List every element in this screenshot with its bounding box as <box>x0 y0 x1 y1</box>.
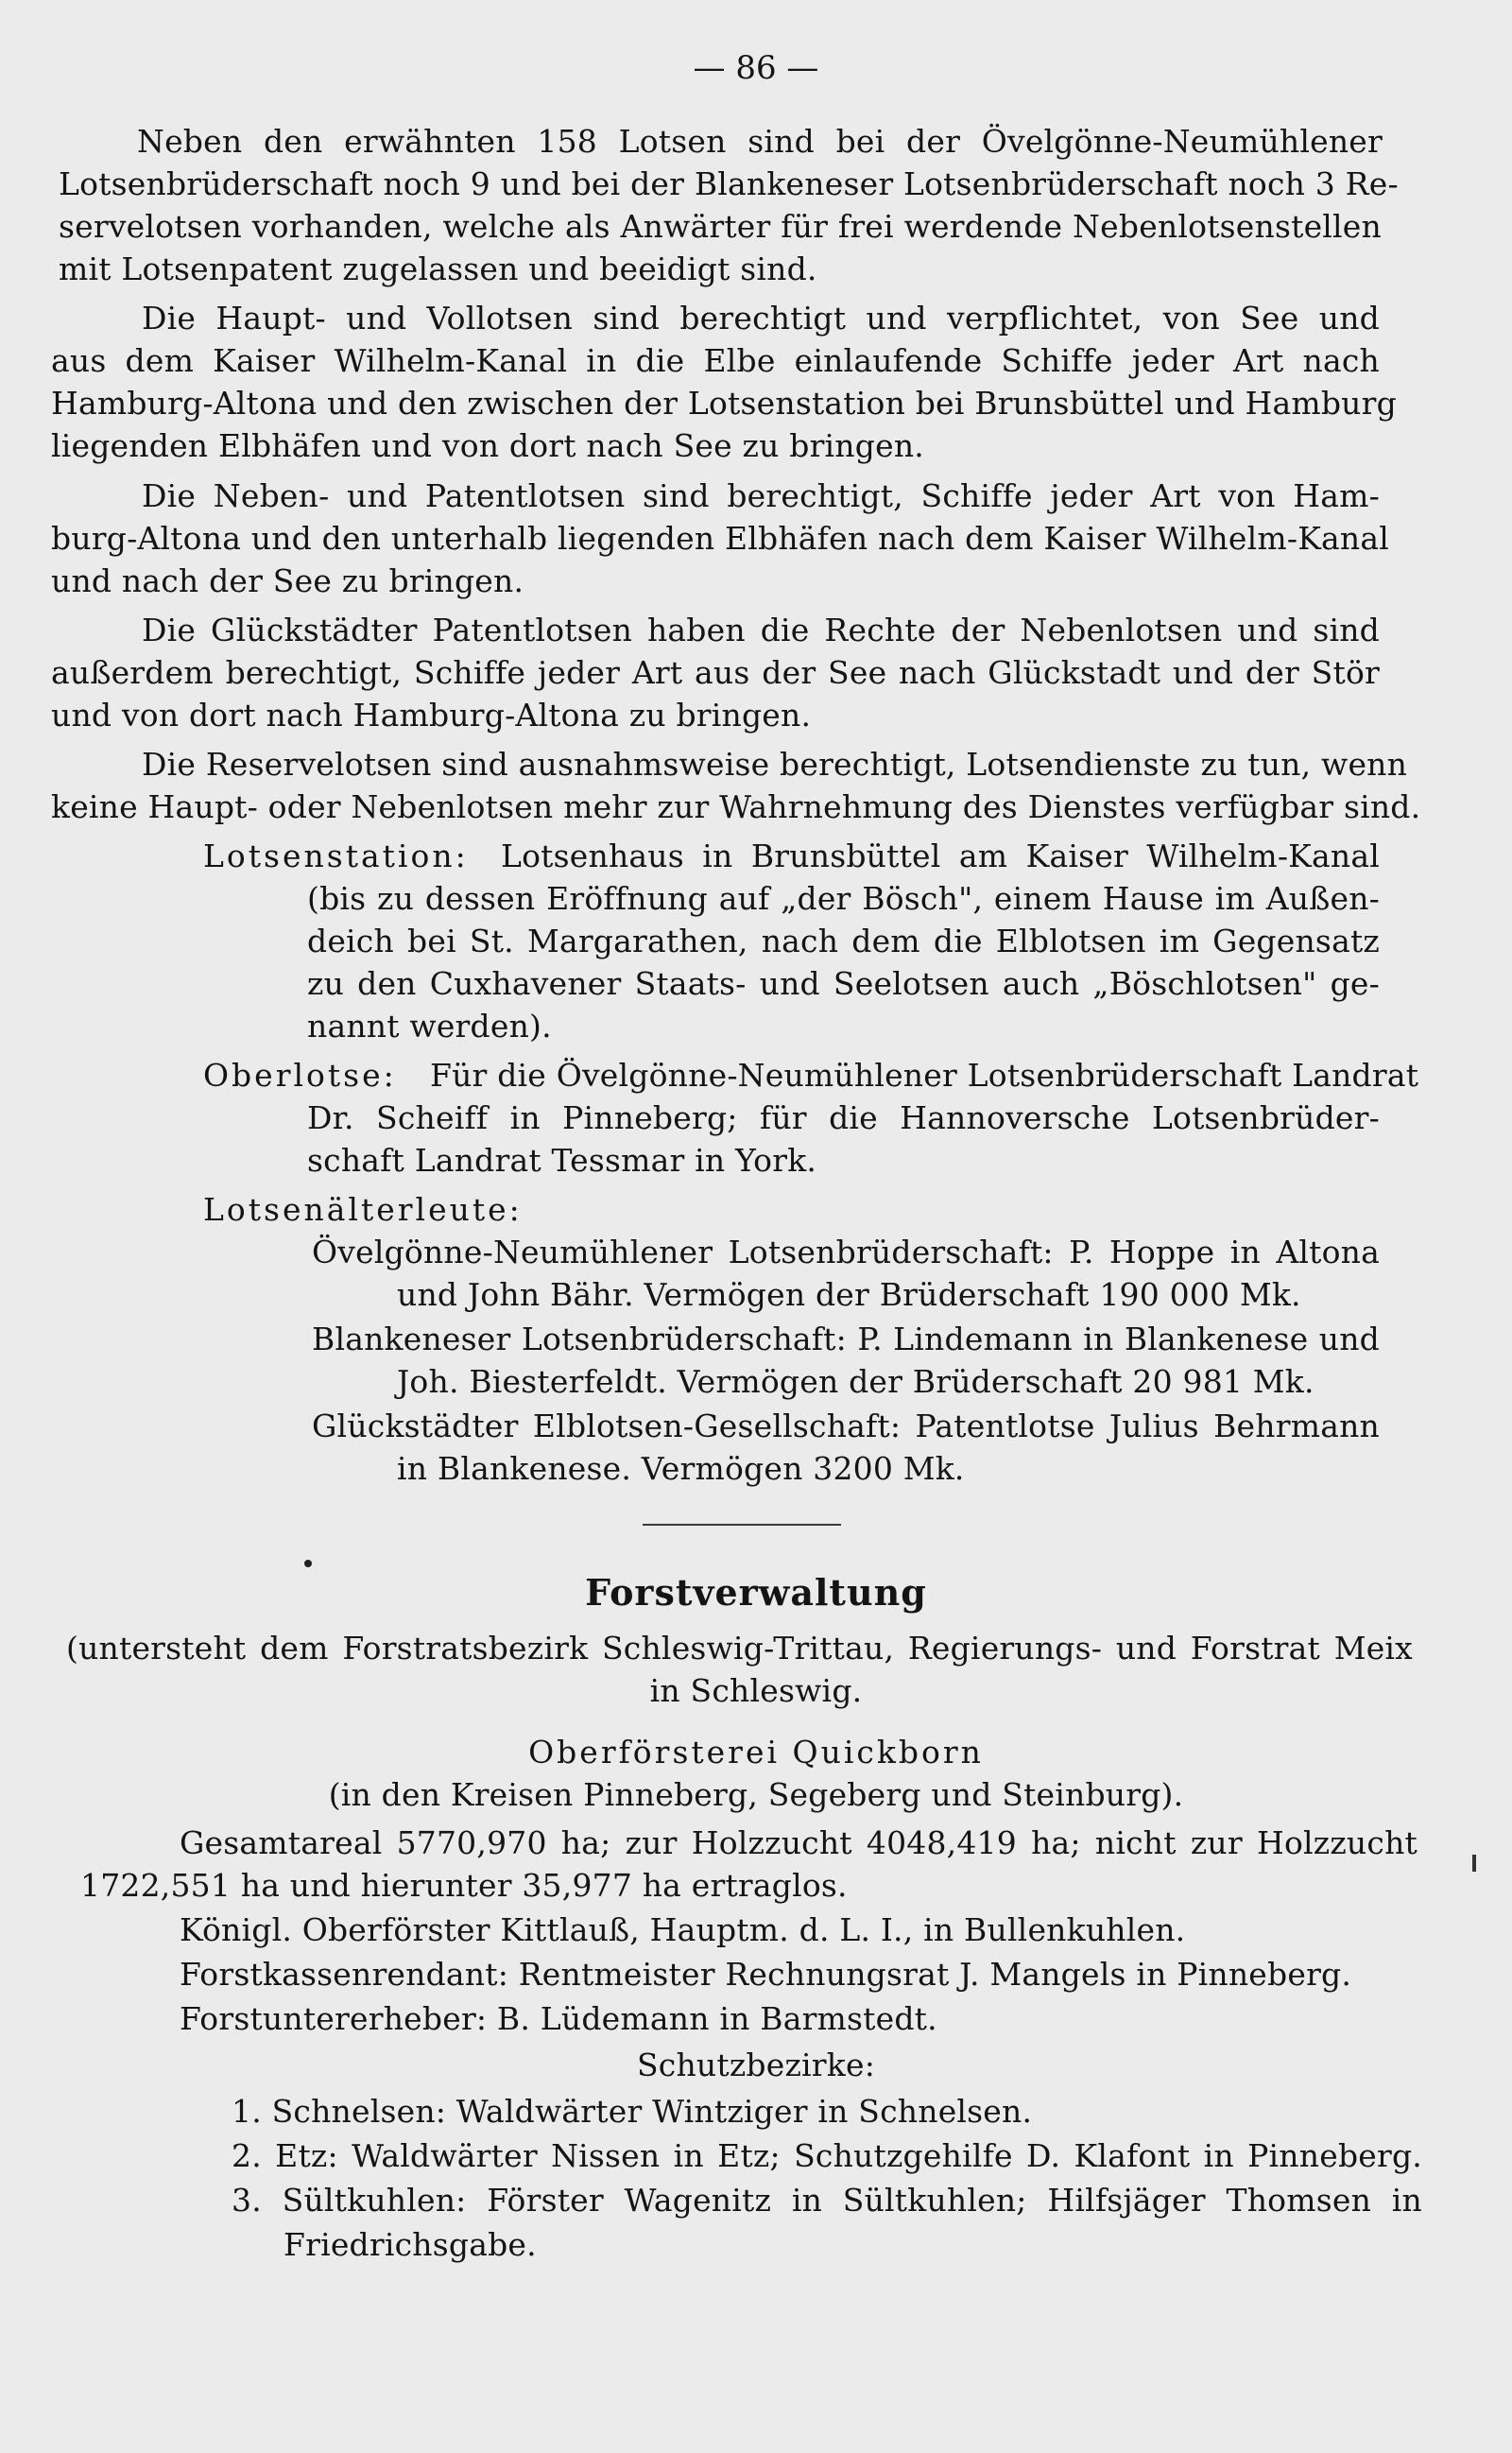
areal-line-1: Gesamtareal 5770,970 ha; zur Holzzucht 4048,419 ha; nicht zur Holzzucht <box>180 1824 1418 1861</box>
oberlotse-line-1: Für die Övelgönne-Neumühlener Lotsenbrüderschaft Landrat <box>430 1057 1419 1094</box>
aelterleute-line-4: Joh. Biesterfeldt. Vermögen der Brüderschaft 20 981 Mk. <box>397 1363 1314 1400</box>
lotsenstation-label: Lotsenstation: <box>203 838 469 874</box>
para4-line-3: und von dort nach Hamburg-Altona zu bringen. <box>51 697 812 734</box>
schutzbezirke-title: Schutzbezirke: <box>636 2047 876 2083</box>
aelterleute-label: Lotsenälterleute: <box>203 1191 523 1228</box>
schutz-item-1: 1. Schnelsen: Waldwärter Wintziger in Schnelsen. <box>232 2093 1033 2130</box>
page-number: — 86 — <box>693 49 819 87</box>
schutz-item-3-cont: Friedrichsgabe. <box>284 2226 537 2263</box>
forst-entry-2: Forstkassenrendant: Rentmeister Rechnungsrat J. Mangels in Pinneberg. <box>180 1956 1352 1993</box>
para1-line-1: Neben den erwähnten 158 Lotsen sind bei der Övelgönne-Neumühlener <box>137 123 1383 160</box>
forst-entry-1: Königl. Oberförster Kittlauß, Hauptm. d. L. I., in Bullenkuhlen. <box>180 1911 1186 1948</box>
oberlotse-line-2: Dr. Scheiff in Pinneberg; für die Hannoversche Lotsenbrüder- <box>307 1099 1380 1136</box>
para3-line-2: burg-Altona und den unterhalb liegenden Elbhäfen nach dem Kaiser Wilhelm-Kanal <box>51 520 1390 557</box>
section-divider <box>643 1524 841 1526</box>
forst-sub-line-1: (untersteht dem Forstratsbezirk Schleswig-Trittau, Regierungs- und Forstrat Meix <box>66 1630 1413 1667</box>
lotsenstation-line-5: nannt werden). <box>307 1008 552 1045</box>
para2-line-3: Hamburg-Altona und den zwischen der Lotsenstation bei Brunsbüttel und Hamburg <box>51 385 1397 422</box>
oberlotse-line-3: schaft Landrat Tessmar in York. <box>307 1142 817 1179</box>
para2-line-2: aus dem Kaiser Wilhelm-Kanal in die Elbe einlaufende Schiffe jeder Art nach <box>51 342 1380 379</box>
lotsenstation-line-4: zu den Cuxhavener Staats- und Seelotsen auch „Böschlotsen" ge- <box>307 965 1380 1002</box>
para5-line-2: keine Haupt- oder Nebenlotsen mehr zur Wahrnehmung des Dienstes verfügbar sind. <box>51 788 1421 825</box>
oberfoersterei-title: Oberförsterei Quickborn <box>528 1734 984 1771</box>
aelterleute-line-3: Blankeneser Lotsenbrüderschaft: P. Lindemann in Blankenese und <box>312 1321 1380 1357</box>
lotsenstation-line-2: (bis zu dessen Eröffnung auf „der Bösch", einem Hause im Außen- <box>307 880 1380 917</box>
print-speck <box>304 1560 312 1567</box>
para3-line-3: und nach der See zu bringen. <box>51 562 524 599</box>
lotsenstation-line-1: Lotsenhaus in Brunsbüttel am Kaiser Wilhelm-Kanal <box>501 838 1380 874</box>
forst-entry-3: Forstuntererheber: B. Lüdemann in Barmstedt. <box>180 2000 937 2037</box>
para2-line-4: liegenden Elbhäfen und von dort nach See zu bringen. <box>51 427 924 464</box>
schutz-item-3: 3. Sültkuhlen: Förster Wagenitz in Sültkuhlen; Hilfsjäger Thomsen in <box>232 2182 1422 2219</box>
para1-line-2: Lotsenbrüderschaft noch 9 und bei der Blankeneser Lotsenbrüderschaft noch 3 Re- <box>59 165 1399 202</box>
aelterleute-line-1: Övelgönne-Neumühlener Lotsenbrüderschaft: P. Hoppe in Altona <box>312 1234 1380 1270</box>
para1-line-3: servelotsen vorhanden, welche als Anwärter für frei werdende Nebenlotsenstellen <box>59 208 1382 245</box>
para5-line-1: Die Reservelotsen sind ausnahmsweise berechtigt, Lotsendienste zu tun, wenn <box>142 746 1408 783</box>
margin-mark <box>1472 1855 1476 1872</box>
para3-line-1: Die Neben- und Patentlotsen sind berechtigt, Schiffe jeder Art von Ham- <box>142 477 1380 514</box>
areal-line-2: 1722,551 ha und hierunter 35,977 ha ertraglos. <box>80 1867 848 1904</box>
para1-line-4: mit Lotsenpatent zugelassen und beeidigt sind. <box>59 250 817 287</box>
para4-line-1: Die Glückstädter Patentlotsen haben die Rechte der Nebenlotsen und sind <box>142 612 1380 648</box>
oberlotse-label: Oberlotse: <box>203 1057 397 1094</box>
para2-line-1: Die Haupt- und Vollotsen sind berechtigt und verpflichtet, von See und <box>142 300 1380 337</box>
section-title: Forstverwaltung <box>585 1571 927 1614</box>
para4-line-2: außerdem berechtigt, Schiffe jeder Art aus der See nach Glückstadt und der Stör <box>51 654 1380 691</box>
aelterleute-line-6: in Blankenese. Vermögen 3200 Mk. <box>397 1450 965 1487</box>
lotsenstation-line-3: deich bei St. Margarathen, nach dem die Elblotsen im Gegensatz <box>307 923 1380 959</box>
schutz-item-2: 2. Etz: Waldwärter Nissen in Etz; Schutzgehilfe D. Klafont in Pinneberg. <box>232 2137 1422 2174</box>
forst-sub-line-2: in Schleswig. <box>649 1672 863 1709</box>
aelterleute-line-2: und John Bähr. Vermögen der Brüderschaft 190 000 Mk. <box>397 1276 1301 1313</box>
aelterleute-line-5: Glückstädter Elblotsen-Gesellschaft: Patentlotse Julius Behrmann <box>312 1408 1380 1444</box>
kreise-line: (in den Kreisen Pinneberg, Segeberg und Steinburg). <box>328 1776 1184 1813</box>
